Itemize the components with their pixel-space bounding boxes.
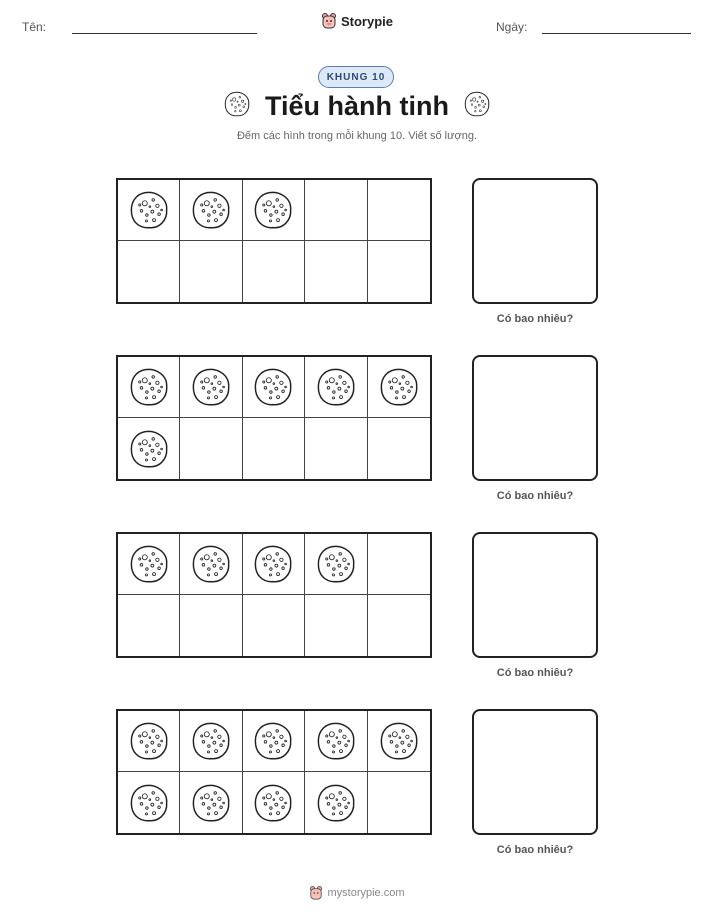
frame-cell [180,711,242,772]
asteroid-icon [128,366,170,408]
asteroid-icon [128,720,170,762]
frame-cell [305,418,367,479]
date-label: Ngày: [496,20,528,34]
asteroid-icon [128,189,170,231]
name-field[interactable] [72,33,257,34]
frame-cell [180,418,242,479]
frame-cell [305,180,367,241]
asteroid-icon [315,720,357,762]
frame-cell [243,595,305,656]
frame-cell [368,772,430,833]
frame-cell [368,180,430,241]
brand-name: Storypie [340,13,393,29]
asteroid-icon [252,543,294,585]
worksheet-type-badge: KHUNG 10 [318,66,394,88]
asteroid-icon [190,366,232,408]
asteroid-icon [128,428,170,470]
brand-logo [0,12,714,30]
ten-frame [116,709,432,835]
storypie-mascot-icon [309,885,323,901]
asteroid-icon [128,543,170,585]
footer [0,885,714,901]
instructions: Đếm các hình trong mỗi khung 10. Viết số lượng. [236,130,477,142]
frame-cell [243,357,305,418]
frame-cell [368,595,430,656]
ten-frame [116,532,432,658]
answer-question: Có bao nhiêu? [496,844,574,856]
frame-cell [305,534,367,595]
frame-cell [180,595,242,656]
answer-box[interactable] [472,709,598,835]
asteroid-icon [128,782,170,824]
frame-cell [118,180,180,241]
footer-url: mystorypie.com [327,887,405,899]
frame-cell [305,595,367,656]
frame-cell [243,711,305,772]
asteroid-icon [315,543,357,585]
frame-cell [180,534,242,595]
answer-box[interactable] [472,178,598,304]
ten-frame [116,178,432,304]
date-field[interactable] [542,33,691,34]
frame-cell [180,772,242,833]
frame-cell [180,241,242,302]
frame-cell [243,418,305,479]
frame-cell [305,772,367,833]
frame-cell [118,772,180,833]
asteroid-icon [252,720,294,762]
frame-cell [305,711,367,772]
asteroid-icon [252,189,294,231]
asteroid-icon [190,543,232,585]
frame-cell [118,357,180,418]
frame-cell [305,241,367,302]
asteroid-icon [252,782,294,824]
frame-cell [243,180,305,241]
frame-cell [368,711,430,772]
frame-cell [180,180,242,241]
frame-cell [243,534,305,595]
asteroid-icon [252,366,294,408]
frame-cell [118,241,180,302]
frame-cell [118,595,180,656]
asteroid-icon [315,366,357,408]
asteroid-icon [190,189,232,231]
frame-cell [118,418,180,479]
asteroid-icon [378,366,420,408]
page-title: Tiểu hành tinh [265,91,449,121]
ten-frame [116,355,432,481]
answer-question: Có bao nhiêu? [496,490,574,502]
frame-cell [368,357,430,418]
frame-cell [368,418,430,479]
name-label: Tên: [22,20,47,34]
asteroid-icon [315,782,357,824]
answer-box[interactable] [472,532,598,658]
frame-cell [118,711,180,772]
frame-cell [180,357,242,418]
frame-cell [368,534,430,595]
answer-question: Có bao nhiêu? [496,667,574,679]
storypie-mascot-icon [321,12,337,30]
asteroid-icon [223,90,251,123]
asteroid-icon [463,90,491,123]
frame-cell [243,241,305,302]
asteroid-icon [190,720,232,762]
answer-box[interactable] [472,355,598,481]
asteroid-icon [378,720,420,762]
frame-cell [305,357,367,418]
answer-question: Có bao nhiêu? [496,313,574,325]
frame-cell [368,241,430,302]
asteroid-icon [190,782,232,824]
frame-cell [243,772,305,833]
frame-cell [118,534,180,595]
